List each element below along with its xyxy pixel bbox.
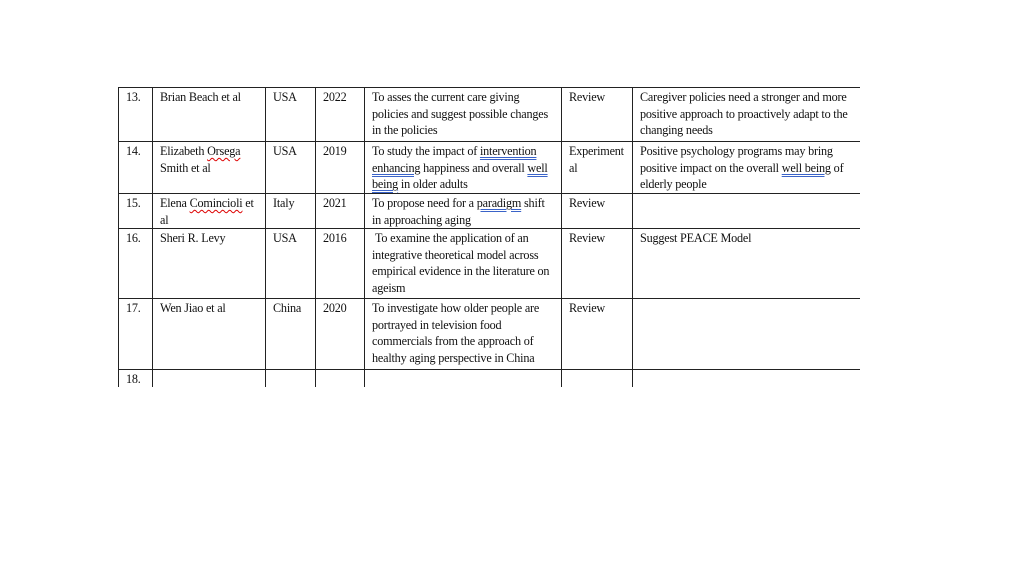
cell-no: 14. [119,142,153,194]
text: happiness and overall [420,160,528,175]
text: To study the impact of [372,144,480,158]
cell-type: Review [562,194,633,229]
cell-findings: Suggest PEACE Model [633,229,861,299]
cell-author [153,370,266,388]
spelling-flag[interactable]: Comincioli [189,196,243,210]
cell-year: 2022 [316,88,365,142]
table-row [119,229,861,299]
table-row [119,370,861,388]
literature-review-table [118,87,860,387]
cell-year: 2019 [316,142,365,194]
table-row [119,142,861,194]
cell-year: 2020 [316,299,365,370]
text: To examine the application of an integrative theoretical model across empirical evidence in the literature on ageism [372,231,550,295]
cell-objective [365,229,562,299]
cell-country: Italy [266,194,316,229]
cell-no: 13. [119,88,153,142]
cell-type: Review [562,88,633,142]
cell-country: USA [266,229,316,299]
cell-year: 2021 [316,194,365,229]
cell-author [153,194,266,229]
text: shift in approaching aging [372,196,545,227]
cell-type: Review [562,229,633,299]
cell-type [562,370,633,388]
cell-author [153,142,266,194]
grammar-flag[interactable]: paradigm [476,196,522,210]
cell-country: USA [266,88,316,142]
text: Smith et al [160,160,211,175]
table-row [119,194,861,229]
grammar-flag[interactable]: intervention enhancing [372,144,537,175]
cell-no: 16. [119,229,153,299]
cell-country: USA [266,142,316,194]
text: To propose need for a [372,196,477,210]
cell-year: 2016 [316,229,365,299]
cell-no: 17. [119,299,153,370]
cell-objective [365,194,562,229]
cell-year [316,370,365,388]
grammar-flag[interactable]: well being [781,160,831,175]
cell-objective: To asses the current care giving policies and suggest possible changes in the policies [365,88,562,142]
spelling-flag[interactable]: Orsega [207,144,241,158]
cell-findings [633,194,861,229]
document-page [118,87,860,387]
table-row [119,88,861,142]
table-row [119,299,861,370]
cell-no: 15. [119,194,153,229]
cell-objective: To investigate how older people are portrayed in television food commercials from the approach of healthy aging perspective in China [365,299,562,370]
cell-author: Brian Beach et al [153,88,266,142]
cell-type: Review [562,299,633,370]
text: of elderly people [640,160,844,191]
cell-country [266,370,316,388]
grammar-flag[interactable]: well being [372,160,548,191]
cell-findings: Caregiver policies need a stronger and more positive approach to proactively adapt to the changing needs [633,88,861,142]
cell-author: Wen Jiao et al [153,299,266,370]
cell-no: 18. [119,370,153,388]
cell-type: Experiment al [562,142,633,194]
cell-author: Sheri R. Levy [153,229,266,299]
cell-country: China [266,299,316,370]
cell-findings [633,370,861,388]
cell-findings [633,142,861,194]
text: in older adults [398,177,468,191]
cell-findings [633,299,861,370]
cell-objective [365,142,562,194]
text: et al [160,196,254,227]
text: Elizabeth [160,144,208,158]
text: Elena [160,196,190,210]
text: Positive psychology programs may bring positive impact on the overall [640,144,833,175]
cell-objective [365,370,562,388]
